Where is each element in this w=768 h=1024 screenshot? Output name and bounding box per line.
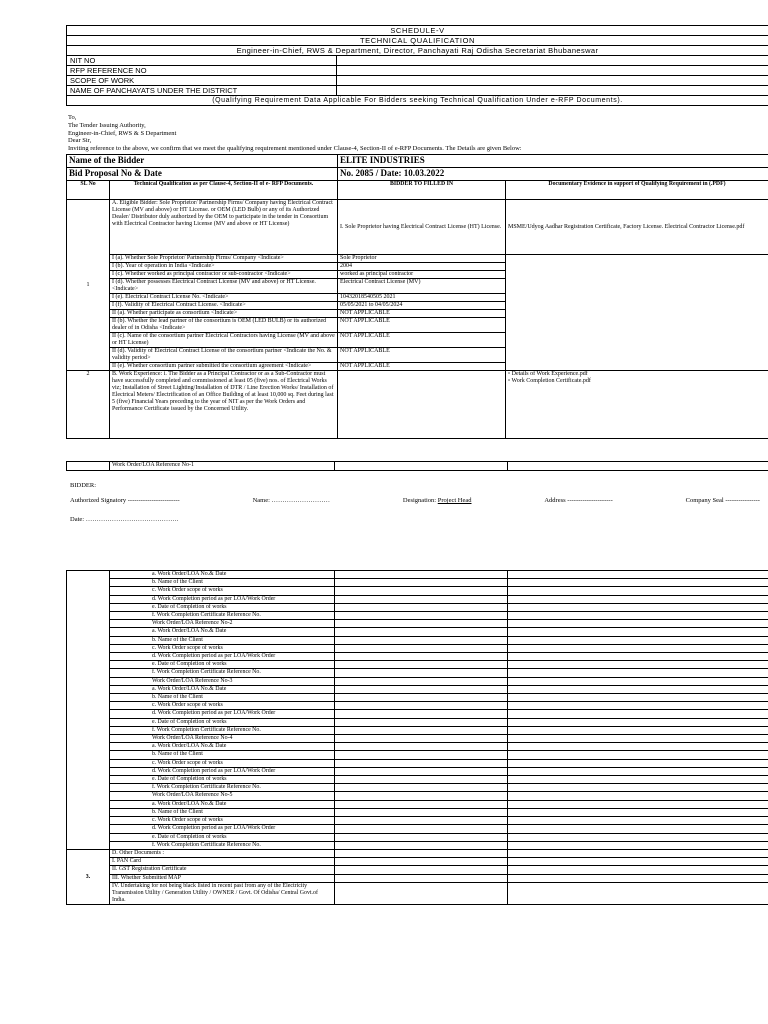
schedule-header-table [66,25,768,106]
criteria-answer[interactable]: 2004 [338,263,506,271]
eligible-bidder-criteria: A. Eligible Bidder: Sole Proprietor/ Partnership Firms/ Company having Electrical Contract License (MV and above) or HT License. or OEM (LED Bulb) or any of its Authorized Dealer/ Distributor duly authorized by the OEM to participate in the tender in Consortium with Electrical Contractor having License (MV and above or HT License) [110,200,338,255]
qualification-table [66,154,768,439]
work-order-answer[interactable] [335,685,508,693]
bid-proposal-value: No. 2085 / Date: 10.03.2022 [338,168,768,181]
work-order-item: d. Work Completion period as per LOA/Work Order [110,767,335,775]
work-order-ref: Work Order/LOA Reference No-4 [110,735,335,743]
col-qualification-header: Technical Qualification as per Clause-4, Section-II of e- RFP Documents. [110,181,338,200]
other-document-evidence[interactable] [508,866,768,874]
work-order-answer[interactable] [335,833,508,841]
work-order-answer[interactable] [335,612,508,620]
work-order-item: a. Work Order/LOA No.& Date [110,628,335,636]
section-1-sl: 1 [67,200,110,371]
nit-no-label: NIT NO [67,56,337,66]
other-document-answer[interactable] [335,866,508,874]
criteria-answer[interactable]: NOT APPLICABLE [338,310,506,318]
work-order-item: d. Work Completion period as per LOA/Work Order [110,595,335,603]
work-order-evidence[interactable] [508,595,768,603]
signature-date: Date: ……………………………………. [70,516,179,523]
work-order-ref-1-answer[interactable] [335,462,508,471]
criteria-row: II (c). Name of the consortium partner Electrical Contractors having License (MV and above or HT License) [110,333,338,348]
work-order-evidence[interactable] [508,759,768,767]
work-order-evidence[interactable] [508,612,768,620]
work-order-evidence[interactable] [508,751,768,759]
work-order-item: c. Work Order scope of works [110,702,335,710]
evidence-completion-certificate[interactable]: ▫ Work Completion Certificate.pdf [508,378,591,384]
letter-body: Inviting reference to the above, we confirm that we meet the qualifying requirement mentioned under Clause-4, Section-II of e-RFP Documents. The Details are given Below: [68,145,522,153]
section-2-sl: 2 [67,371,110,439]
criteria-row: I (b). Year of operation in India <Indicate> [110,263,338,271]
work-order-answer[interactable] [335,694,508,702]
work-order-answer[interactable] [335,841,508,849]
work-order-answer[interactable] [335,792,508,800]
nit-no-value[interactable] [337,56,768,66]
work-order-answer[interactable] [335,603,508,611]
bidder-signature-block [70,482,760,524]
work-order-answer[interactable] [335,644,508,652]
work-order-item: e. Date of Completion of works [110,661,335,669]
work-order-answer[interactable] [335,571,508,579]
work-order-evidence[interactable] [508,653,768,661]
work-order-item: f. Work Completion Certificate Reference No. [110,612,335,620]
work-order-answer[interactable] [335,825,508,833]
work-experience-criteria: B. Work Experience: i. The Bidder as a Principal Contractor or as a Sub-Contractor must have successfully completed and commissioned at least 05 (five) nos. of Electrical Works viz; Installation of Street Lighting/Installation of DTR / Line Erection Works/ Installation of Electrical Meters/ Electrification of an Office Building of at least 10,000 sq. Feet during last 5 (five) Financial Years preceding to the year of NIT as per the Work Orders and Performance Certificate issued by the Concerned Utility. [110,371,338,439]
signatory-name: Name: ……………………… [252,497,331,504]
other-document-answer[interactable] [335,874,508,882]
section-1-evidence-cell[interactable] [506,255,768,371]
work-order-evidence[interactable] [508,784,768,792]
letter-salutation: Dear Sir, [68,137,92,145]
designation: Designation: Project Head [402,497,472,504]
criteria-row: I (d). Whether possesses Electrical Contract License (MV and above) or HT License.<Indicate> [110,279,338,294]
section-3-sl: 3. [67,849,110,904]
other-document-item: III. Whether Submitted MAP [110,874,335,882]
work-order-answer[interactable] [335,620,508,628]
criteria-row: II (a). Whether participate as consortium <Indicate> [110,310,338,318]
evidence-work-experience[interactable]: ▫ Details of Work Experience.pdf [508,371,588,377]
work-order-item: f. Work Completion Certificate Reference No. [110,841,335,849]
work-orders-sl [67,571,110,850]
schedule-title: SCHEDULE-V [67,26,768,36]
work-order-item: b. Name of the Client [110,636,335,644]
work-order-evidence[interactable] [508,767,768,775]
letter-address-1: The Tender Issuing Authority, [68,121,146,129]
work-order-answer[interactable] [335,661,508,669]
criteria-answer[interactable]: NOT APPLICABLE [338,348,506,363]
letter-to: To, [68,114,77,121]
work-order-evidence[interactable] [508,710,768,718]
work-order-item: c. Work Order scope of works [110,644,335,652]
work-order-evidence[interactable] [508,669,768,677]
work-order-evidence[interactable] [508,694,768,702]
work-order-ref: Work Order/LOA Reference No-2 [110,620,335,628]
work-order-item: d. Work Completion period as per LOA/Work Order [110,825,335,833]
criteria-row: I (f). Validity of Electrical Contract License. <Indicate> [110,302,338,310]
work-order-answer[interactable] [335,587,508,595]
criteria-row: II (e). Whether consortium partner submitted the consortium agreement <Indicate> [110,363,338,371]
work-order-evidence[interactable] [508,841,768,849]
work-order-evidence[interactable] [508,571,768,579]
work-order-ref: Work Order/LOA Reference No-5 [110,792,335,800]
work-order-answer[interactable] [335,817,508,825]
work-order-item: a. Work Order/LOA No.& Date [110,685,335,693]
authority-line: Engineer-in-Chief, RWS & Department, Director, Panchayati Raj Odisha Secretariat Bhubaneswar [67,46,768,56]
eligible-bidder-evidence[interactable]: MSME/Udyog Aadhar Registration Certificate, Factory License. Electrical Contractor License.pdf [506,200,768,255]
work-order-item: e. Date of Completion of works [110,603,335,611]
qualification-title: TECHNICAL QUALIFICATION [67,36,768,46]
blank-cell [67,462,110,471]
work-order-evidence[interactable] [508,636,768,644]
work-order-item: e. Date of Completion of works [110,776,335,784]
work-order-evidence[interactable] [508,776,768,784]
work-order-answer[interactable] [335,767,508,775]
work-order-ref-1: Work Order/LOA Reference No-1 [110,462,335,471]
work-experience-answer[interactable] [338,371,506,439]
criteria-answer[interactable]: Electrical Contract License (MV) [338,279,506,294]
work-order-evidence[interactable] [508,800,768,808]
work-order-evidence[interactable] [508,587,768,595]
criteria-row: I (e). Electrical Contract License No. <Indicate> [110,294,338,302]
work-order-ref-1-strip [66,461,768,471]
criteria-row: I (a). Whether Sole Proprietor/ Partnership Firms/ Company <Indicate> [110,255,338,263]
other-document-item: IV. Undertaking for not being black listed in recent past from any of the Electricity Transmission Utility / Generation Utility / OWNER / Govt. Of Odisha/ Central Govt.of India. [110,882,335,905]
other-document-evidence[interactable] [508,882,768,905]
work-order-item: d. Work Completion period as per LOA/Work Order [110,653,335,661]
work-order-ref-1-evidence[interactable] [508,462,768,471]
work-order-item: f. Work Completion Certificate Reference No. [110,726,335,734]
work-order-evidence[interactable] [508,825,768,833]
address: Address --------------------- [544,497,613,504]
other-document-item: I. PAN Card [110,858,335,866]
work-order-answer[interactable] [335,628,508,636]
work-order-item: c. Work Order scope of works [110,587,335,595]
criteria-answer[interactable]: NOT APPLICABLE [338,333,506,348]
work-order-item: a. Work Order/LOA No.& Date [110,571,335,579]
work-order-answer[interactable] [335,726,508,734]
work-order-item: b. Name of the Client [110,751,335,759]
work-order-answer[interactable] [335,800,508,808]
work-order-item: c. Work Order scope of works [110,817,335,825]
work-order-item: c. Work Order scope of works [110,759,335,767]
work-order-answer[interactable] [335,808,508,816]
work-order-answer[interactable] [335,743,508,751]
criteria-answer[interactable]: NOT APPLICABLE [338,363,506,371]
work-order-item: e. Date of Completion of works [110,718,335,726]
work-order-evidence[interactable] [508,685,768,693]
bidder-name-value: ELITE INDUSTRIES [338,155,768,168]
other-document-evidence[interactable] [508,874,768,882]
work-order-evidence[interactable] [508,661,768,669]
work-order-item: a. Work Order/LOA No.& Date [110,743,335,751]
work-order-answer[interactable] [335,751,508,759]
work-order-answer[interactable] [335,710,508,718]
eligible-bidder-answer[interactable]: I. Sole Proprietor having Electrical Contract License (HT) License. [338,200,506,255]
criteria-row: II (b). Whether the lead partner of the consortium is OEM (LED BULB) or its authorized dealer of in Odisha <Indicate> [110,318,338,333]
other-document-answer[interactable] [335,882,508,905]
scope-label: SCOPE OF WORK [67,76,337,86]
other-document-answer[interactable] [335,858,508,866]
col-evidence-header: Documentary Evidence in support of Qualifying Requirement in (.PDF) [506,181,768,200]
criteria-answer[interactable]: 10432018540505 2021 [338,294,506,302]
other-document-evidence[interactable] [508,858,768,866]
other-document-answer[interactable] [335,849,508,857]
work-order-item: b. Name of the Client [110,808,335,816]
work-order-item: e. Date of Completion of works [110,833,335,841]
col-sl-header: SL No [67,181,110,200]
col-bidder-header: BIDDER TO FILLED IN [338,181,506,200]
work-order-item: d. Work Completion period as per LOA/Work Order [110,710,335,718]
work-order-evidence[interactable] [508,792,768,800]
cover-letter [68,114,768,153]
other-document-item: II. GST Registration Certificate [110,866,335,874]
work-order-item: f. Work Completion Certificate Reference No. [110,669,335,677]
requirement-note: (Qualifying Requirement Data Applicable For Bidders seeking Technical Qualification Under e-RFP Documents). [67,96,768,106]
work-order-evidence[interactable] [508,726,768,734]
other-document-item: D. Other Documents : [110,849,335,857]
work-order-evidence[interactable] [508,579,768,587]
bid-proposal-label: Bid Proposal No & Date [67,168,338,181]
rfp-ref-label: RFP REFERENCE NO [67,66,337,76]
work-order-answer[interactable] [335,759,508,767]
work-order-answer[interactable] [335,718,508,726]
criteria-answer[interactable]: NOT APPLICABLE [338,318,506,333]
work-order-item: b. Name of the Client [110,694,335,702]
authorized-signatory: Authorized Signatory ------------------------ [70,497,180,504]
work-order-evidence[interactable] [508,833,768,841]
other-document-evidence[interactable] [508,849,768,857]
bidder-name-label: Name of the Bidder [67,155,338,168]
company-seal: Company Seal ---------------- [685,497,760,504]
work-order-answer[interactable] [335,636,508,644]
panchayats-label: NAME OF PANCHAYATS UNDER THE DISTRICT [67,86,337,96]
work-order-answer[interactable] [335,784,508,792]
work-order-evidence[interactable] [508,644,768,652]
panchayats-value[interactable] [337,86,768,96]
criteria-answer[interactable]: worked as principal contractor [338,271,506,279]
work-order-answer[interactable] [335,776,508,784]
designation-value: Project Head [437,497,472,504]
scope-value[interactable] [337,76,768,86]
bidder-label: BIDDER: [70,482,96,489]
rfp-ref-value[interactable] [337,66,768,76]
criteria-answer[interactable]: Sole Proprietor [338,255,506,263]
work-orders-table [66,570,768,905]
work-order-answer[interactable] [335,579,508,587]
work-order-item: b. Name of the Client [110,579,335,587]
work-order-evidence[interactable] [508,718,768,726]
work-order-item: f. Work Completion Certificate Reference No. [110,784,335,792]
work-order-evidence[interactable] [508,677,768,685]
work-order-evidence[interactable] [508,603,768,611]
work-order-answer[interactable] [335,669,508,677]
work-order-evidence[interactable] [508,808,768,816]
work-order-evidence[interactable] [508,628,768,636]
work-order-answer[interactable] [335,735,508,743]
work-order-evidence[interactable] [508,702,768,710]
work-order-item: a. Work Order/LOA No.& Date [110,800,335,808]
work-order-answer[interactable] [335,653,508,661]
letter-address-2: Engineer-in-Chief, RWS & S Department [68,129,177,137]
work-order-answer[interactable] [335,595,508,603]
work-experience-evidence[interactable] [506,371,768,439]
criteria-row: I (c). Whether worked as principal contractor or sub-contractor <Indicate> [110,271,338,279]
work-order-answer[interactable] [335,677,508,685]
work-order-evidence[interactable] [508,735,768,743]
criteria-answer[interactable]: 05/05/2021 to 04/05/2024 [338,302,506,310]
work-order-ref: Work Order/LOA Reference No-3 [110,677,335,685]
work-order-evidence[interactable] [508,620,768,628]
criteria-row: II (d). Validity of Electrical Contract License of the consortium partner <Indicate the No. & validity period> [110,348,338,363]
work-order-evidence[interactable] [508,743,768,751]
work-order-answer[interactable] [335,702,508,710]
work-order-evidence[interactable] [508,817,768,825]
